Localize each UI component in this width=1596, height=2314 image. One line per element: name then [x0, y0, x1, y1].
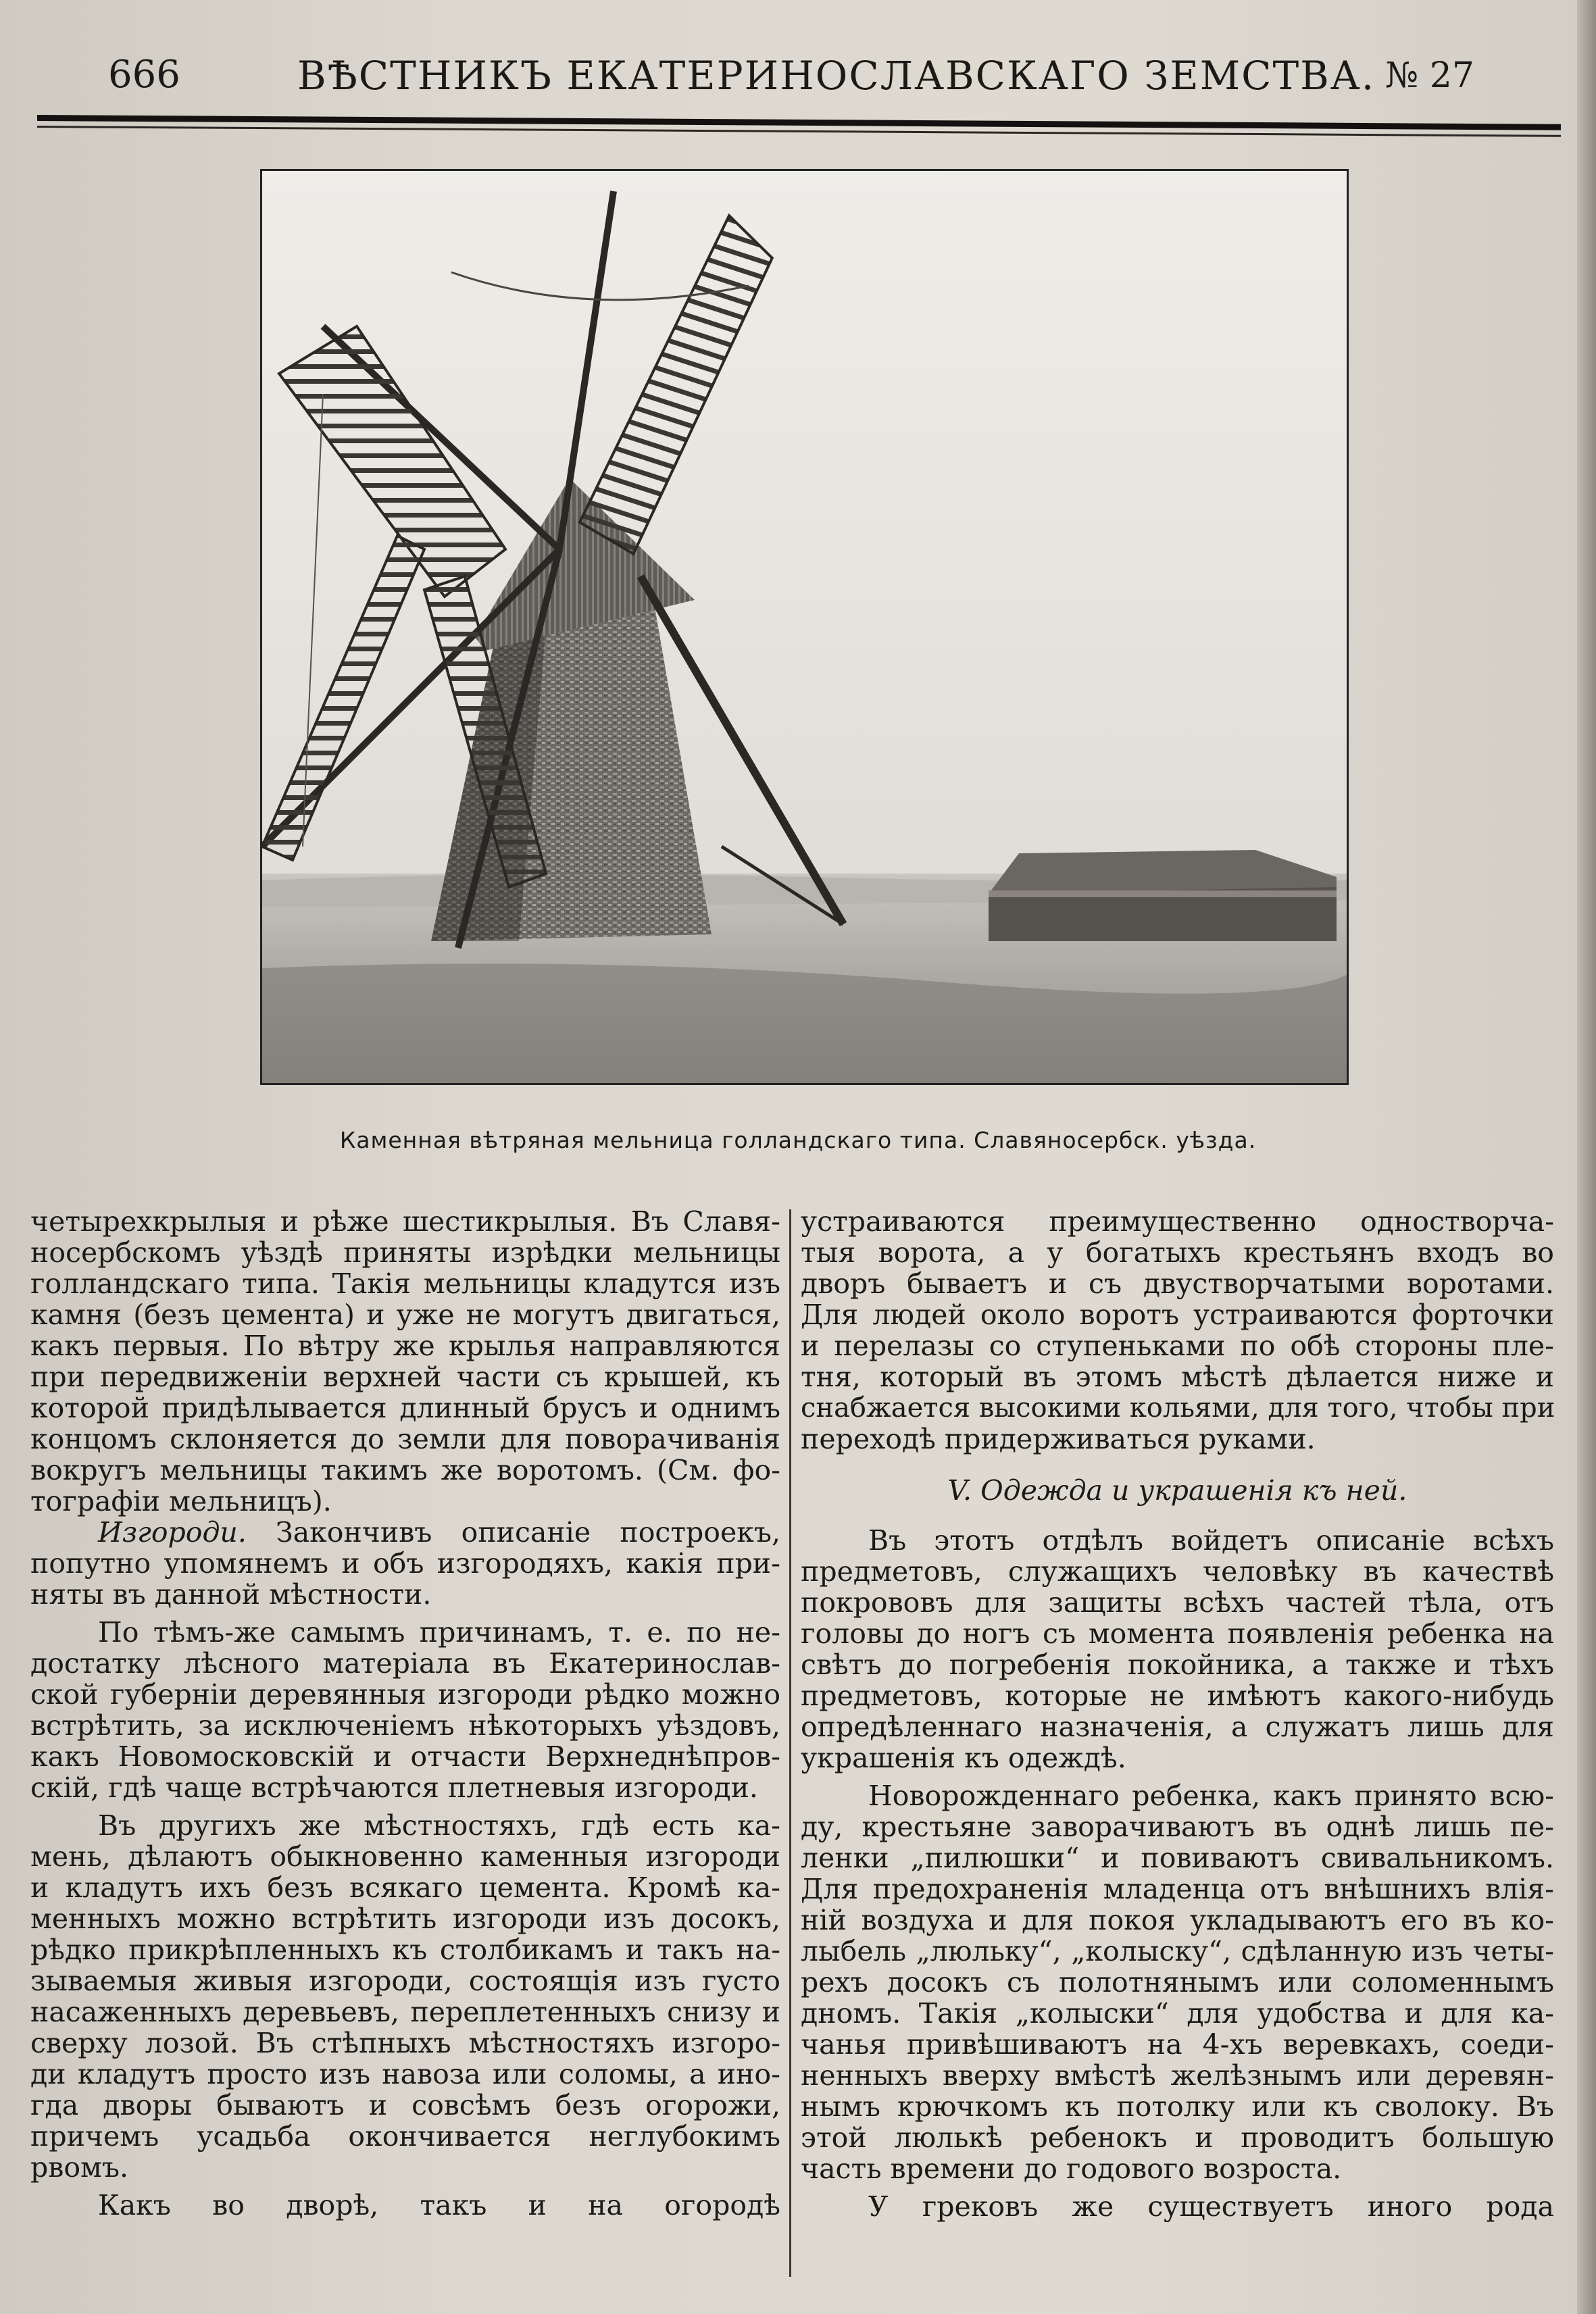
text-line: вокругъ мельницы такимъ же воротомъ. (См. фо-	[30, 1454, 780, 1486]
text-line: зываемыя живыя изгороди, состоящія изъ густо	[30, 1965, 780, 1997]
text-line: рѣдко прикрѣпленныхъ къ столбикамъ и такъ на-	[30, 1934, 780, 1966]
text-line: Новорожденнаго ребенка, какъ принято всю-	[868, 1780, 1554, 1812]
text-line: концомъ склоняется до земли для поворачиванія	[30, 1423, 780, 1455]
text-line: украшенія къ одеждѣ.	[801, 1742, 1126, 1774]
text-line: рехъ досокъ съ полотнянымъ или соломеннымъ	[801, 1966, 1554, 1998]
text-line: чанья привѣшиваютъ на 4-хъ веревкахъ, соеди-	[801, 2028, 1554, 2061]
text-line: предметовъ, служащихъ человѣку въ качествѣ	[801, 1555, 1554, 1588]
text-line: Въ другихъ же мѣстностяхъ, гдѣ есть ка-	[98, 1809, 780, 1842]
windmill-photograph	[260, 169, 1349, 1085]
text-line: причемъ усадьба окончивается неглубокимъ	[30, 2120, 780, 2153]
text-line: ду, крестьяне заворачиваютъ въ однѣ лишь пе-	[801, 1811, 1554, 1843]
text-line: устраиваются преимущественно одностворча-	[801, 1205, 1554, 1238]
text-line: Для предохраненія младенца отъ внѣшнихъ влія-	[801, 1873, 1554, 1905]
paragraph	[30, 1617, 780, 1803]
journal-title: ВѢСТНИКЪ ЕКАТЕРИНОСЛАВСКАГО ЗЕМСТВА.	[297, 53, 1376, 99]
text-line: головы до ногъ съ момента появленія ребенка на	[801, 1617, 1554, 1650]
text-line: тня, который въ этомъ мѣстѣ дѣлается ниже и	[801, 1361, 1554, 1393]
issue-number: № 27	[1385, 55, 1474, 96]
text-line: покрововъ для защиты всѣхъ частей тѣла, отъ	[801, 1586, 1554, 1619]
text-line: Какъ во дворѣ, такъ и на огородѣ	[98, 2189, 780, 2221]
text-line: ненныхъ вверху вмѣстѣ желѣзнымъ или деревян-	[801, 2059, 1554, 2092]
text-line: и перелазы со ступеньками по обѣ стороны пле-	[801, 1330, 1554, 1362]
text-line: Въ этотъ отдѣлъ войдетъ описаніе всѣхъ	[868, 1524, 1554, 1557]
barn	[989, 850, 1337, 941]
text-line: при передвиженіи верхней части съ крышей, къ	[30, 1361, 780, 1393]
right-column	[801, 1206, 1554, 2222]
paragraph	[801, 2191, 1554, 2222]
text-line: встрѣтить, за исключеніемъ нѣкоторыхъ уѣздовъ,	[30, 1709, 780, 1742]
column-divider	[789, 1209, 791, 2277]
text-line: камня (безъ цемента) и уже не могутъ двигаться,	[30, 1299, 780, 1331]
text-line: носербскомъ уѣздѣ приняты изрѣдки мельницы	[30, 1236, 780, 1269]
text-line: мень, дѣлаютъ обыкновенно каменныя изгороди	[30, 1840, 780, 1873]
inline-heading: Изгороди.	[98, 1516, 247, 1549]
text-line	[30, 1517, 780, 1548]
text-line: этой люлькѣ ребенокъ и проводитъ большую	[801, 2121, 1554, 2154]
paragraph	[30, 1206, 780, 1517]
page-number: 666	[108, 53, 180, 97]
text-line: свѣтъ до погребенія покойника, а также и тѣхъ	[801, 1649, 1554, 1681]
text-line: четырехкрылыя и рѣже шестикрылыя. Въ Славя-	[30, 1205, 780, 1238]
text-line: рвомъ.	[30, 2151, 129, 2184]
text-line: ній воздуха и для покоя укладываютъ его въ ко-	[801, 1904, 1554, 1936]
text-line: которой придѣлывается длинный брусъ и однимъ	[30, 1392, 780, 1424]
text-line: голландскаго типа. Такія мельницы кладутся изъ	[30, 1267, 780, 1300]
text-line: У грековъ же существуетъ иного рода	[868, 2190, 1554, 2223]
paragraph	[30, 1810, 780, 2183]
text-line: сверху лозой. Въ стѣпныхъ мѣстностяхъ изгоро-	[30, 2027, 780, 2059]
text-line: дномъ. Такія „колыски“ для удобства и для ка-	[801, 1997, 1554, 2030]
text-run: Закончивъ описаніе построекъ,	[246, 1516, 780, 1549]
text-line: дворъ бываетъ и съ двустворчатыми воротами.	[801, 1267, 1554, 1300]
text-line: ленки „пилюшки“ и повиваютъ свивальникомъ.	[801, 1842, 1554, 1874]
running-header	[0, 41, 1596, 108]
text-line: какъ первыя. По вѣтру же крылья направляются	[30, 1330, 780, 1362]
section-heading: V. Одежда и украшенія къ ней.	[947, 1474, 1407, 1507]
text-line: нымъ крючкомъ къ потолку или къ сволоку. Въ	[801, 2090, 1554, 2123]
text-line: достатку лѣсного матеріала въ Екатеринослав-	[30, 1647, 780, 1680]
text-line: тографіи мельницъ).	[30, 1485, 332, 1517]
paragraph	[30, 1517, 780, 1610]
text-line: попутно упомянемъ и объ изгородяхъ, какія при-	[30, 1547, 780, 1580]
text-line: часть времени до годового возроста.	[801, 2153, 1342, 2185]
page-edge	[1577, 0, 1596, 2314]
text-line: тыя ворота, а у богатыхъ крестьянъ входъ во	[801, 1236, 1554, 1269]
paragraph	[30, 2190, 780, 2221]
paragraph	[801, 1525, 1554, 1774]
text-line: скій, гдѣ чаще встрѣчаются плетневыя изгороди.	[30, 1771, 758, 1804]
left-column	[30, 1206, 780, 2221]
text-line: опредѣленнаго назначенія, а служатъ лишь для	[801, 1711, 1554, 1743]
text-line: По тѣмъ-же самымъ причинамъ, т. е. по не-	[98, 1616, 780, 1649]
text-line: какъ Новомосковскій и отчасти Верхнеднѣпров-	[30, 1740, 780, 1773]
figure-caption: Каменная вѣтряная мельница голландскаго типа. Славяносербск. уѣзда.	[339, 1127, 1257, 1153]
text-line: Для людей около воротъ устраиваются форточки	[801, 1299, 1554, 1331]
text-line: переходѣ придерживаться руками.	[801, 1423, 1316, 1455]
text-line: ской губерніи деревянныя изгороди рѣдко можно	[30, 1678, 780, 1711]
paragraph	[801, 1780, 1554, 2184]
text-line: лыбель „люльку“, „колыску“, сдѣланную изъ четы-	[801, 1935, 1554, 1967]
text-line: гда дворы бываютъ и совсѣмъ безъ огорожи,	[30, 2089, 780, 2121]
text-line: ди кладутъ просто изъ навоза или соломы, а ино-	[30, 2058, 780, 2090]
text-line: снабжается высокими кольями, для того, чтобы при	[801, 1392, 1555, 1424]
text-line: и кладутъ ихъ безъ всякаго цемента. Кромѣ ка-	[30, 1871, 780, 1904]
text-line: менныхъ можно встрѣтить изгороди изъ досокъ,	[30, 1903, 780, 1935]
text-line: предметовъ, которые не имѣютъ какого-нибудь	[801, 1680, 1554, 1712]
text-line: насаженныхъ деревьевъ, переплетенныхъ снизу и	[30, 1996, 780, 2028]
paragraph	[801, 1206, 1554, 1455]
text-line: няты въ данной мѣстности.	[30, 1578, 432, 1611]
